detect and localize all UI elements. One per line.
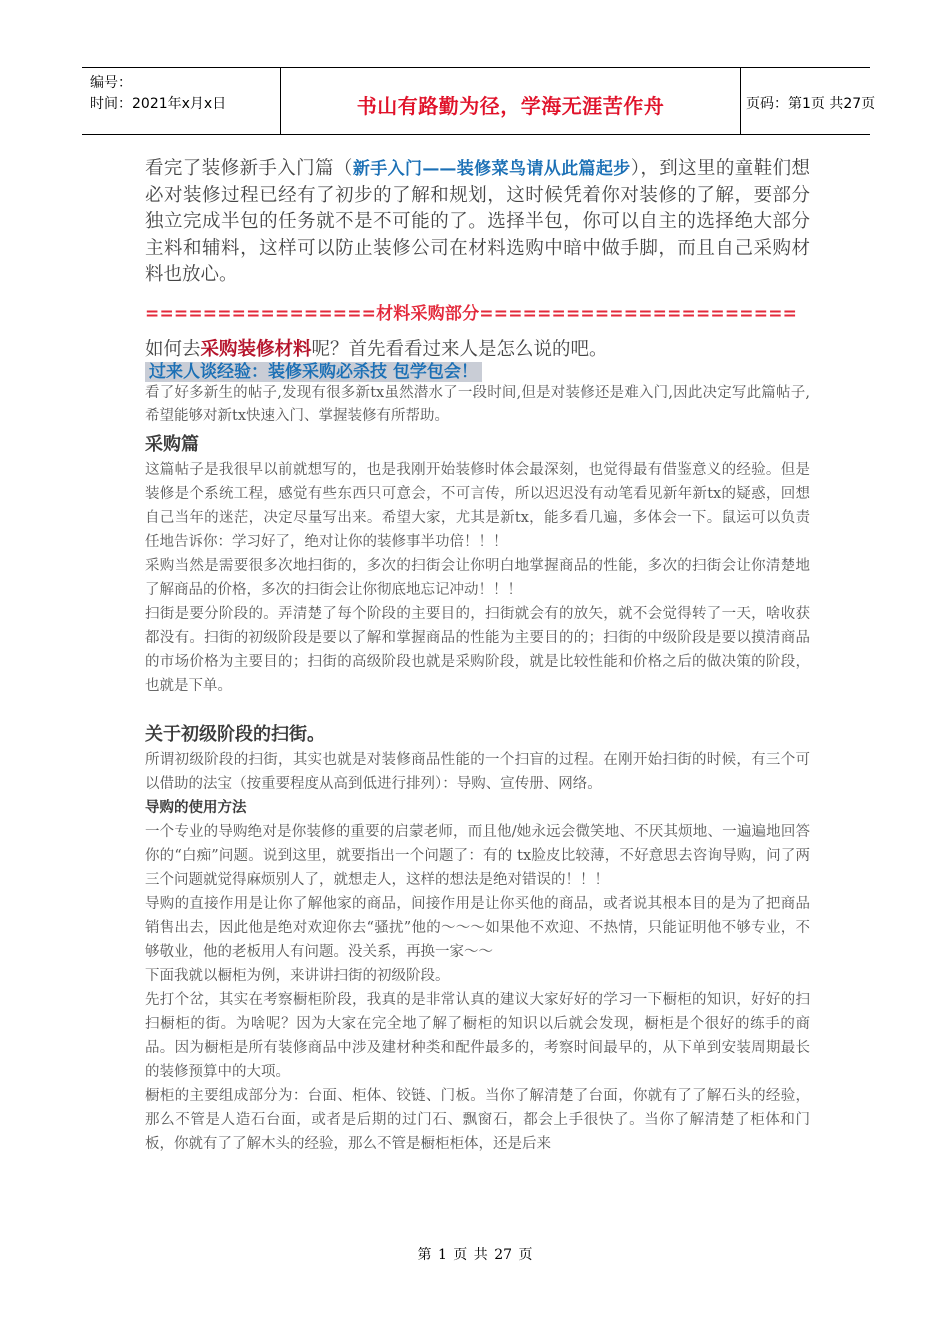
header-meta-cell xyxy=(82,68,280,134)
question-after: 呢？首先看看过来人是怎么说的吧。 xyxy=(311,338,608,360)
experience-banner: 过来人谈经验：装修采购必杀技 包学包会！ xyxy=(145,362,482,382)
section-separator: ================材料采购部分====================== xyxy=(145,303,798,324)
question-line xyxy=(145,338,810,362)
document-number-label: 编号： xyxy=(90,75,132,91)
page-header xyxy=(82,67,876,135)
paragraph-9: 橱柜的主要组成部分为：台面、柜体、铰链、门板。当你了解清楚了台面，你就有了了解石头的经验，那么不管是人造石台面，或者是后期的过门石、飘窗石，都会上手很快了。当你了解清楚了柜体和门板，你就有了了解木头的经验，那么不管是橱柜柜体，还是后来 xyxy=(145,1087,810,1152)
paragraph-3: 扫街是要分阶段的。弄清楚了每个阶段的主要目的，扫街就会有的放矢，就不会觉得转了一天，啥收获都没有。扫街的初级阶段是要以了解和掌握商品的性能为主要目的的；扫街的中级阶段是要以摸清商品的市场价格为主要目的；扫街的高级阶段也就是采购阶段，就是比较性能和价格之后的做决策的阶段，也就是下单。 xyxy=(145,605,810,694)
purchase-materials-link[interactable]: 采购装修材料 xyxy=(200,338,312,360)
header-page-number: 页码：第1页 共27页 xyxy=(746,96,876,112)
main-content xyxy=(145,156,810,1156)
beginner-guide-link[interactable]: 新手入门——装修菜鸟请从此篇起步 xyxy=(352,159,631,179)
intro-note-paragraph: 看了好多新生的帖子,发现有很多新tx虽然潜水了一段时间,但是对装修还是难入门,因此决定写此篇帖子,希望能够对新tx快速入门、掌握装修有所帮助。 xyxy=(145,384,810,424)
header-page-cell xyxy=(740,68,876,134)
paragraph-1: 这篇帖子是我很早以前就想写的，也是我刚开始装修时体会最深刻，也觉得最有借鉴意义的经验。但是装修是个系统工程，感觉有些东西只可意会，不可言传，所以迟迟没有动笔看见新年新tx的疑惑，回想自己当年的迷茫，决定尽量写出来。希望大家，尤其是新tx，能多看几遍，多体会一下。鼠运可以负责任地告诉你：学习好了，绝对让你的装修事半功倍！！！ xyxy=(145,461,810,550)
intro-text-after: ），到这里的童鞋们想必对装修过程已经有了初步的了解和规划，这时候凭着你对装修的了解，要部分独立完成半包的任务就不是不可能的了。选择半包，你可以自主的选择绝大部分主料和辅料，这样可以防止装修公司在材料选购中暗中做手脚，而且自己采购材料也放心。 xyxy=(145,158,810,285)
intro-text-before: 看完了装修新手入门篇（ xyxy=(145,158,353,179)
guide-usage-heading: 导购的使用方法 xyxy=(145,799,247,816)
paragraph-8: 先打个岔，其实在考察橱柜阶段，我真的是非常认真的建议大家好好的学习一下橱柜的知识，好好的扫扫橱柜的街。为啥呢？因为大家在完全地了解了橱柜的知识以后就会发现，橱柜是个很好的练手的商品。因为橱柜是所有装修商品中涉及建材种类和配件最多的，考察时间最早的，从下单到安装周期最长的装修预算中的大项。 xyxy=(145,991,810,1080)
document-time-label: 时间：2021年x月x日 xyxy=(90,96,227,112)
purchase-heading: 采购篇 xyxy=(145,433,199,455)
question-before: 如何去 xyxy=(145,338,201,360)
page-footer: 第 1 页 共 27 页 xyxy=(417,1247,533,1263)
paragraph-2: 采购当然是需要很多次地扫街的，多次的扫街会让你明白地掌握商品的性能，多次的扫街会让你清楚地了解商品的价格，多次的扫街会让你彻底地忘记冲动！！！ xyxy=(145,557,810,598)
header-motto: 书山有路勤为径，学海无涯苦作舟 xyxy=(356,94,665,118)
spacer xyxy=(145,698,810,718)
intro-paragraph xyxy=(145,156,810,289)
header-motto-cell xyxy=(280,68,741,134)
paragraph-7: 下面我就以橱柜为例，来讲讲扫街的初级阶段。 xyxy=(145,967,450,984)
paragraph-4: 所谓初级阶段的扫街，其实也就是对装修商品性能的一个扫盲的过程。在刚开始扫街的时候，有三个可以借助的法宝（按重要程度从高到低进行排列）：导购、宣传册、网络。 xyxy=(145,751,810,792)
primary-stage-heading: 关于初级阶段的扫街。 xyxy=(145,723,325,745)
paragraph-6: 导购的直接作用是让你了解他家的商品，间接作用是让你买他的商品，或者说其根本目的是为了把商品销售出去，因此他是绝对欢迎你去“骚扰”他的～～～如果他不欢迎、不热情，只能证明他不够专业，不够敬业，他的老板用人有问题。没关系，再换一家～～ xyxy=(145,895,810,960)
paragraph-5: 一个专业的导购绝对是你装修的重要的启蒙老师，而且他/她永远会微笑地、不厌其烦地、一遍遍地回答你的“白痴”问题。说到这里，就要指出一个问题了：有的 tx脸皮比较薄，不好意思去咨询导购，问了两三个问题就觉得麻烦别人了，就想走人，这样的想法是绝对错误的！！！ xyxy=(145,823,810,888)
